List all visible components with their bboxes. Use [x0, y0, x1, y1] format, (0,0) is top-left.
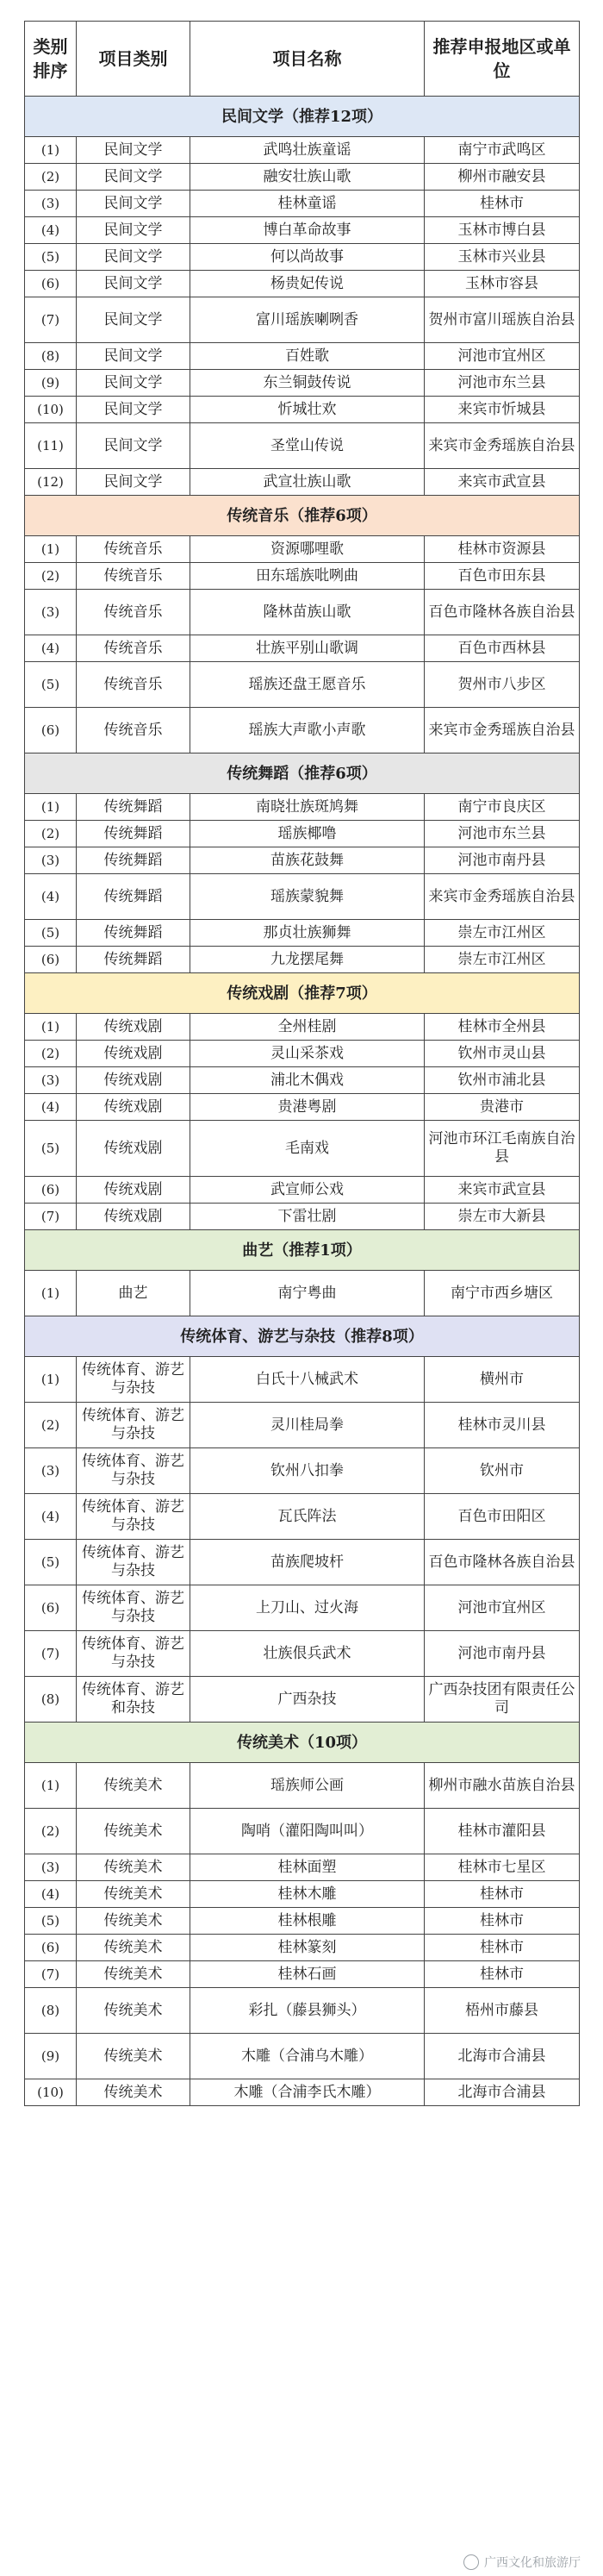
row-category: 民间文学 [77, 217, 190, 244]
row-region: 来宾市金秀瑶族自治县 [425, 874, 580, 920]
row-region: 河池市南丹县 [425, 847, 580, 874]
table-row [25, 1357, 580, 1403]
section-header-row [25, 1316, 580, 1357]
row-project-name: 彩扎（藤县狮头） [190, 1988, 425, 2034]
row-region: 百色市隆林各族自治县 [425, 1540, 580, 1585]
row-region: 玉林市容县 [425, 271, 580, 297]
row-index: (6) [25, 1935, 77, 1961]
row-index: (6) [25, 1585, 77, 1631]
watermark-text: 广西文化和旅游厅 [484, 2556, 581, 2570]
row-project-name: 灵川桂局拳 [190, 1403, 425, 1448]
row-project-name: 桂林石画 [190, 1961, 425, 1988]
row-project-name: 南晓壮族斑鸠舞 [190, 794, 425, 821]
table-row [25, 1448, 580, 1494]
table-row [25, 244, 580, 271]
row-project-name: 武宣师公戏 [190, 1177, 425, 1204]
table-row [25, 2079, 580, 2106]
table-row [25, 1494, 580, 1540]
section-header-row [25, 753, 580, 794]
row-category: 传统美术 [77, 2034, 190, 2079]
row-project-name: 壮族佷兵武术 [190, 1631, 425, 1677]
row-index: (4) [25, 874, 77, 920]
row-region: 玉林市博白县 [425, 217, 580, 244]
table-row [25, 662, 580, 708]
section-header-row [25, 97, 580, 137]
row-index: (5) [25, 920, 77, 947]
row-region: 桂林市 [425, 191, 580, 217]
row-category: 传统美术 [77, 1881, 190, 1908]
row-category: 传统音乐 [77, 635, 190, 662]
row-project-name: 壮族平别山歌调 [190, 635, 425, 662]
row-category: 传统舞蹈 [77, 794, 190, 821]
header-project-name: 项目名称 [190, 22, 425, 97]
row-index: (6) [25, 271, 77, 297]
row-category: 传统戏剧 [77, 1067, 190, 1094]
row-category: 传统美术 [77, 1854, 190, 1881]
table-row [25, 191, 580, 217]
section-title: 民间文学（推荐12项） [25, 97, 580, 137]
row-project-name: 杨贵妃传说 [190, 271, 425, 297]
row-region: 梧州市藤县 [425, 1988, 580, 2034]
row-project-name: 桂林篆刻 [190, 1935, 425, 1961]
row-project-name: 全州桂剧 [190, 1014, 425, 1041]
row-category: 传统音乐 [77, 590, 190, 635]
row-category: 传统美术 [77, 1935, 190, 1961]
row-region: 钦州市 [425, 1448, 580, 1494]
row-project-name: 陶哨（灌阳陶叫叫） [190, 1809, 425, 1854]
row-region: 贺州市八步区 [425, 662, 580, 708]
row-region: 崇左市大新县 [425, 1204, 580, 1230]
row-category: 传统舞蹈 [77, 947, 190, 973]
row-project-name: 桂林根雕 [190, 1908, 425, 1935]
table-row [25, 1271, 580, 1316]
row-project-name: 木雕（合浦李氏木雕） [190, 2079, 425, 2106]
row-project-name: 瑶族师公画 [190, 1763, 425, 1809]
row-project-name: 那贞壮族狮舞 [190, 920, 425, 947]
table-row [25, 370, 580, 397]
row-project-name: 富川瑶族喇咧香 [190, 297, 425, 343]
section-header-row [25, 1723, 580, 1763]
table-row [25, 423, 580, 469]
table-row [25, 1014, 580, 1041]
table-row [25, 563, 580, 590]
row-category: 传统体育、游艺和杂技 [77, 1677, 190, 1723]
row-category: 民间文学 [77, 191, 190, 217]
table-row [25, 536, 580, 563]
row-project-name: 融安壮族山歌 [190, 164, 425, 191]
table-row [25, 1961, 580, 1988]
header-category: 项目类别 [77, 22, 190, 97]
row-index: (5) [25, 1540, 77, 1585]
row-project-name: 钦州八扣拳 [190, 1448, 425, 1494]
row-project-name: 隆林苗族山歌 [190, 590, 425, 635]
table-row [25, 1204, 580, 1230]
section-title: 传统美术（10项） [25, 1723, 580, 1763]
row-category: 传统美术 [77, 1763, 190, 1809]
table-body [25, 97, 580, 2106]
table-row [25, 1881, 580, 1908]
table-row [25, 217, 580, 244]
row-index: (3) [25, 191, 77, 217]
row-index: (7) [25, 1204, 77, 1230]
table-row [25, 1094, 580, 1121]
table-row [25, 635, 580, 662]
watermark [463, 2554, 581, 2571]
table-row [25, 1854, 580, 1881]
row-index: (3) [25, 1067, 77, 1094]
row-category: 民间文学 [77, 164, 190, 191]
row-category: 曲艺 [77, 1271, 190, 1316]
row-region: 桂林市灵川县 [425, 1403, 580, 1448]
row-region: 贵港市 [425, 1094, 580, 1121]
row-region: 柳州市融水苗族自治县 [425, 1763, 580, 1809]
table-row [25, 1177, 580, 1204]
row-region: 贺州市富川瑶族自治县 [425, 297, 580, 343]
row-region: 桂林市灌阳县 [425, 1809, 580, 1854]
row-project-name: 桂林面塑 [190, 1854, 425, 1881]
section-title: 传统音乐（推荐6项） [25, 496, 580, 536]
row-region: 南宁市良庆区 [425, 794, 580, 821]
row-index: (8) [25, 343, 77, 370]
row-project-name: 博白革命故事 [190, 217, 425, 244]
row-category: 传统体育、游艺与杂技 [77, 1540, 190, 1585]
row-project-name: 九龙摆尾舞 [190, 947, 425, 973]
row-index: (4) [25, 1094, 77, 1121]
table-row [25, 821, 580, 847]
row-index: (11) [25, 423, 77, 469]
header-order: 类别排序 [25, 22, 77, 97]
table-row [25, 2034, 580, 2079]
row-index: (4) [25, 217, 77, 244]
row-index: (5) [25, 244, 77, 271]
row-region: 河池市宜州区 [425, 1585, 580, 1631]
row-project-name: 忻城壮欢 [190, 397, 425, 423]
row-index: (3) [25, 1854, 77, 1881]
row-project-name: 苗族爬坡杆 [190, 1540, 425, 1585]
row-category: 传统美术 [77, 1908, 190, 1935]
row-index: (1) [25, 137, 77, 164]
row-region: 河池市东兰县 [425, 821, 580, 847]
table-row [25, 1631, 580, 1677]
table-row [25, 874, 580, 920]
row-category: 民间文学 [77, 244, 190, 271]
row-category: 传统体育、游艺与杂技 [77, 1585, 190, 1631]
row-category: 传统美术 [77, 1961, 190, 1988]
row-project-name: 资源哪哩歌 [190, 536, 425, 563]
row-region: 桂林市 [425, 1881, 580, 1908]
row-index: (12) [25, 469, 77, 496]
row-category: 传统美术 [77, 1809, 190, 1854]
row-category: 传统戏剧 [77, 1094, 190, 1121]
row-project-name: 灵山采茶戏 [190, 1041, 425, 1067]
row-region: 河池市环江毛南族自治县 [425, 1121, 580, 1177]
row-category: 传统美术 [77, 1988, 190, 2034]
row-region: 百色市西林县 [425, 635, 580, 662]
row-index: (1) [25, 1763, 77, 1809]
row-region: 来宾市武宣县 [425, 1177, 580, 1204]
row-category: 传统舞蹈 [77, 920, 190, 947]
table-row [25, 708, 580, 753]
table-row [25, 1763, 580, 1809]
row-region: 广西杂技团有限责任公司 [425, 1677, 580, 1723]
table-row [25, 590, 580, 635]
row-project-name: 圣堂山传说 [190, 423, 425, 469]
row-category: 传统体育、游艺与杂技 [77, 1494, 190, 1540]
row-category: 传统体育、游艺与杂技 [77, 1357, 190, 1403]
row-index: (6) [25, 708, 77, 753]
row-category: 传统舞蹈 [77, 874, 190, 920]
row-region: 来宾市金秀瑶族自治县 [425, 708, 580, 753]
row-index: (3) [25, 1448, 77, 1494]
row-category: 传统戏剧 [77, 1177, 190, 1204]
table-row [25, 1041, 580, 1067]
row-category: 民间文学 [77, 397, 190, 423]
row-category: 传统戏剧 [77, 1041, 190, 1067]
row-category: 传统戏剧 [77, 1121, 190, 1177]
table-row [25, 1540, 580, 1585]
row-category: 传统音乐 [77, 708, 190, 753]
row-project-name: 田东瑶族吡咧曲 [190, 563, 425, 590]
row-project-name: 瓦氏阵法 [190, 1494, 425, 1540]
row-index: (1) [25, 536, 77, 563]
row-index: (4) [25, 635, 77, 662]
row-index: (2) [25, 821, 77, 847]
row-index: (8) [25, 1677, 77, 1723]
row-project-name: 白氏十八械武术 [190, 1357, 425, 1403]
table-row [25, 297, 580, 343]
row-project-name: 桂林木雕 [190, 1881, 425, 1908]
row-index: (2) [25, 563, 77, 590]
table-row [25, 1988, 580, 2034]
row-category: 传统音乐 [77, 536, 190, 563]
row-project-name: 广西杂技 [190, 1677, 425, 1723]
row-index: (2) [25, 1041, 77, 1067]
row-index: (6) [25, 947, 77, 973]
table-row [25, 1677, 580, 1723]
table-row [25, 469, 580, 496]
row-region: 南宁市武鸣区 [425, 137, 580, 164]
row-region: 桂林市资源县 [425, 536, 580, 563]
row-index: (9) [25, 370, 77, 397]
table-row [25, 847, 580, 874]
row-category: 民间文学 [77, 423, 190, 469]
row-project-name: 东兰铜鼓传说 [190, 370, 425, 397]
wechat-icon [463, 2554, 479, 2570]
heritage-project-table [24, 21, 580, 2106]
row-category: 民间文学 [77, 297, 190, 343]
row-region: 北海市合浦县 [425, 2034, 580, 2079]
row-index: (3) [25, 847, 77, 874]
row-project-name: 瑶族椰噜 [190, 821, 425, 847]
row-index: (1) [25, 1357, 77, 1403]
section-title: 传统舞蹈（推荐6项） [25, 753, 580, 794]
row-index: (2) [25, 164, 77, 191]
section-title: 传统戏剧（推荐7项） [25, 973, 580, 1014]
row-category: 传统体育、游艺与杂技 [77, 1448, 190, 1494]
row-region: 桂林市全州县 [425, 1014, 580, 1041]
row-project-name: 木雕（合浦乌木雕） [190, 2034, 425, 2079]
row-region: 河池市南丹县 [425, 1631, 580, 1677]
row-category: 民间文学 [77, 343, 190, 370]
row-index: (1) [25, 1014, 77, 1041]
row-index: (5) [25, 662, 77, 708]
row-region: 崇左市江州区 [425, 947, 580, 973]
row-index: (9) [25, 2034, 77, 2079]
row-index: (10) [25, 397, 77, 423]
row-region: 桂林市 [425, 1961, 580, 1988]
row-project-name: 下雷壮剧 [190, 1204, 425, 1230]
row-category: 传统体育、游艺与杂技 [77, 1631, 190, 1677]
table-header-row [25, 22, 580, 97]
section-header-row [25, 496, 580, 536]
row-region: 南宁市西乡塘区 [425, 1271, 580, 1316]
row-category: 传统音乐 [77, 662, 190, 708]
row-index: (7) [25, 1631, 77, 1677]
row-region: 玉林市兴业县 [425, 244, 580, 271]
row-region: 桂林市七星区 [425, 1854, 580, 1881]
row-project-name: 武鸣壮族童谣 [190, 137, 425, 164]
row-region: 钦州市灵山县 [425, 1041, 580, 1067]
row-index: (1) [25, 794, 77, 821]
row-category: 传统体育、游艺与杂技 [77, 1403, 190, 1448]
row-project-name: 南宁粤曲 [190, 1271, 425, 1316]
row-index: (4) [25, 1881, 77, 1908]
row-project-name: 苗族花鼓舞 [190, 847, 425, 874]
row-project-name: 瑶族大声歌小声歌 [190, 708, 425, 753]
row-region: 来宾市金秀瑶族自治县 [425, 423, 580, 469]
row-region: 河池市宜州区 [425, 343, 580, 370]
row-project-name: 瑶族蒙貌舞 [190, 874, 425, 920]
row-region: 钦州市浦北县 [425, 1067, 580, 1094]
row-index: (3) [25, 590, 77, 635]
row-project-name: 瑶族还盘王愿音乐 [190, 662, 425, 708]
table-row [25, 1067, 580, 1094]
table-row [25, 164, 580, 191]
row-region: 桂林市 [425, 1935, 580, 1961]
row-index: (8) [25, 1988, 77, 2034]
table-row [25, 920, 580, 947]
row-index: (2) [25, 1403, 77, 1448]
row-region: 百色市田阳区 [425, 1494, 580, 1540]
table-row [25, 794, 580, 821]
row-index: (2) [25, 1809, 77, 1854]
row-region: 河池市东兰县 [425, 370, 580, 397]
section-header-row [25, 973, 580, 1014]
table-row [25, 343, 580, 370]
table-row [25, 1908, 580, 1935]
row-project-name: 百姓歌 [190, 343, 425, 370]
row-category: 传统戏剧 [77, 1204, 190, 1230]
row-index: (1) [25, 1271, 77, 1316]
row-project-name: 武宣壮族山歌 [190, 469, 425, 496]
table-row [25, 1403, 580, 1448]
table-row [25, 947, 580, 973]
row-project-name: 何以尚故事 [190, 244, 425, 271]
row-index: (6) [25, 1177, 77, 1204]
header-region: 推荐申报地区或单位 [425, 22, 580, 97]
table-row [25, 1809, 580, 1854]
section-title: 曲艺（推荐1项） [25, 1230, 580, 1271]
row-category: 民间文学 [77, 469, 190, 496]
row-index: (7) [25, 1961, 77, 1988]
row-project-name: 桂林童谣 [190, 191, 425, 217]
row-region: 柳州市融安县 [425, 164, 580, 191]
row-category: 民间文学 [77, 137, 190, 164]
row-region: 百色市田东县 [425, 563, 580, 590]
row-region: 来宾市忻城县 [425, 397, 580, 423]
row-region: 北海市合浦县 [425, 2079, 580, 2106]
table-row [25, 1585, 580, 1631]
table-row [25, 1935, 580, 1961]
section-title: 传统体育、游艺与杂技（推荐8项） [25, 1316, 580, 1357]
row-project-name: 贵港粤剧 [190, 1094, 425, 1121]
row-region: 来宾市武宣县 [425, 469, 580, 496]
row-category: 传统美术 [77, 2079, 190, 2106]
row-index: (5) [25, 1121, 77, 1177]
row-category: 民间文学 [77, 271, 190, 297]
row-category: 传统舞蹈 [77, 821, 190, 847]
row-project-name: 浦北木偶戏 [190, 1067, 425, 1094]
row-region: 桂林市 [425, 1908, 580, 1935]
row-project-name: 毛南戏 [190, 1121, 425, 1177]
table-row [25, 137, 580, 164]
row-index: (5) [25, 1908, 77, 1935]
row-region: 横州市 [425, 1357, 580, 1403]
row-region: 崇左市江州区 [425, 920, 580, 947]
row-category: 民间文学 [77, 370, 190, 397]
table-row [25, 271, 580, 297]
row-category: 传统戏剧 [77, 1014, 190, 1041]
row-index: (7) [25, 297, 77, 343]
row-category: 传统音乐 [77, 563, 190, 590]
row-region: 百色市隆林各族自治县 [425, 590, 580, 635]
section-header-row [25, 1230, 580, 1271]
table-row [25, 1121, 580, 1177]
row-index: (10) [25, 2079, 77, 2106]
row-project-name: 上刀山、过火海 [190, 1585, 425, 1631]
table-row [25, 397, 580, 423]
row-index: (4) [25, 1494, 77, 1540]
row-category: 传统舞蹈 [77, 847, 190, 874]
